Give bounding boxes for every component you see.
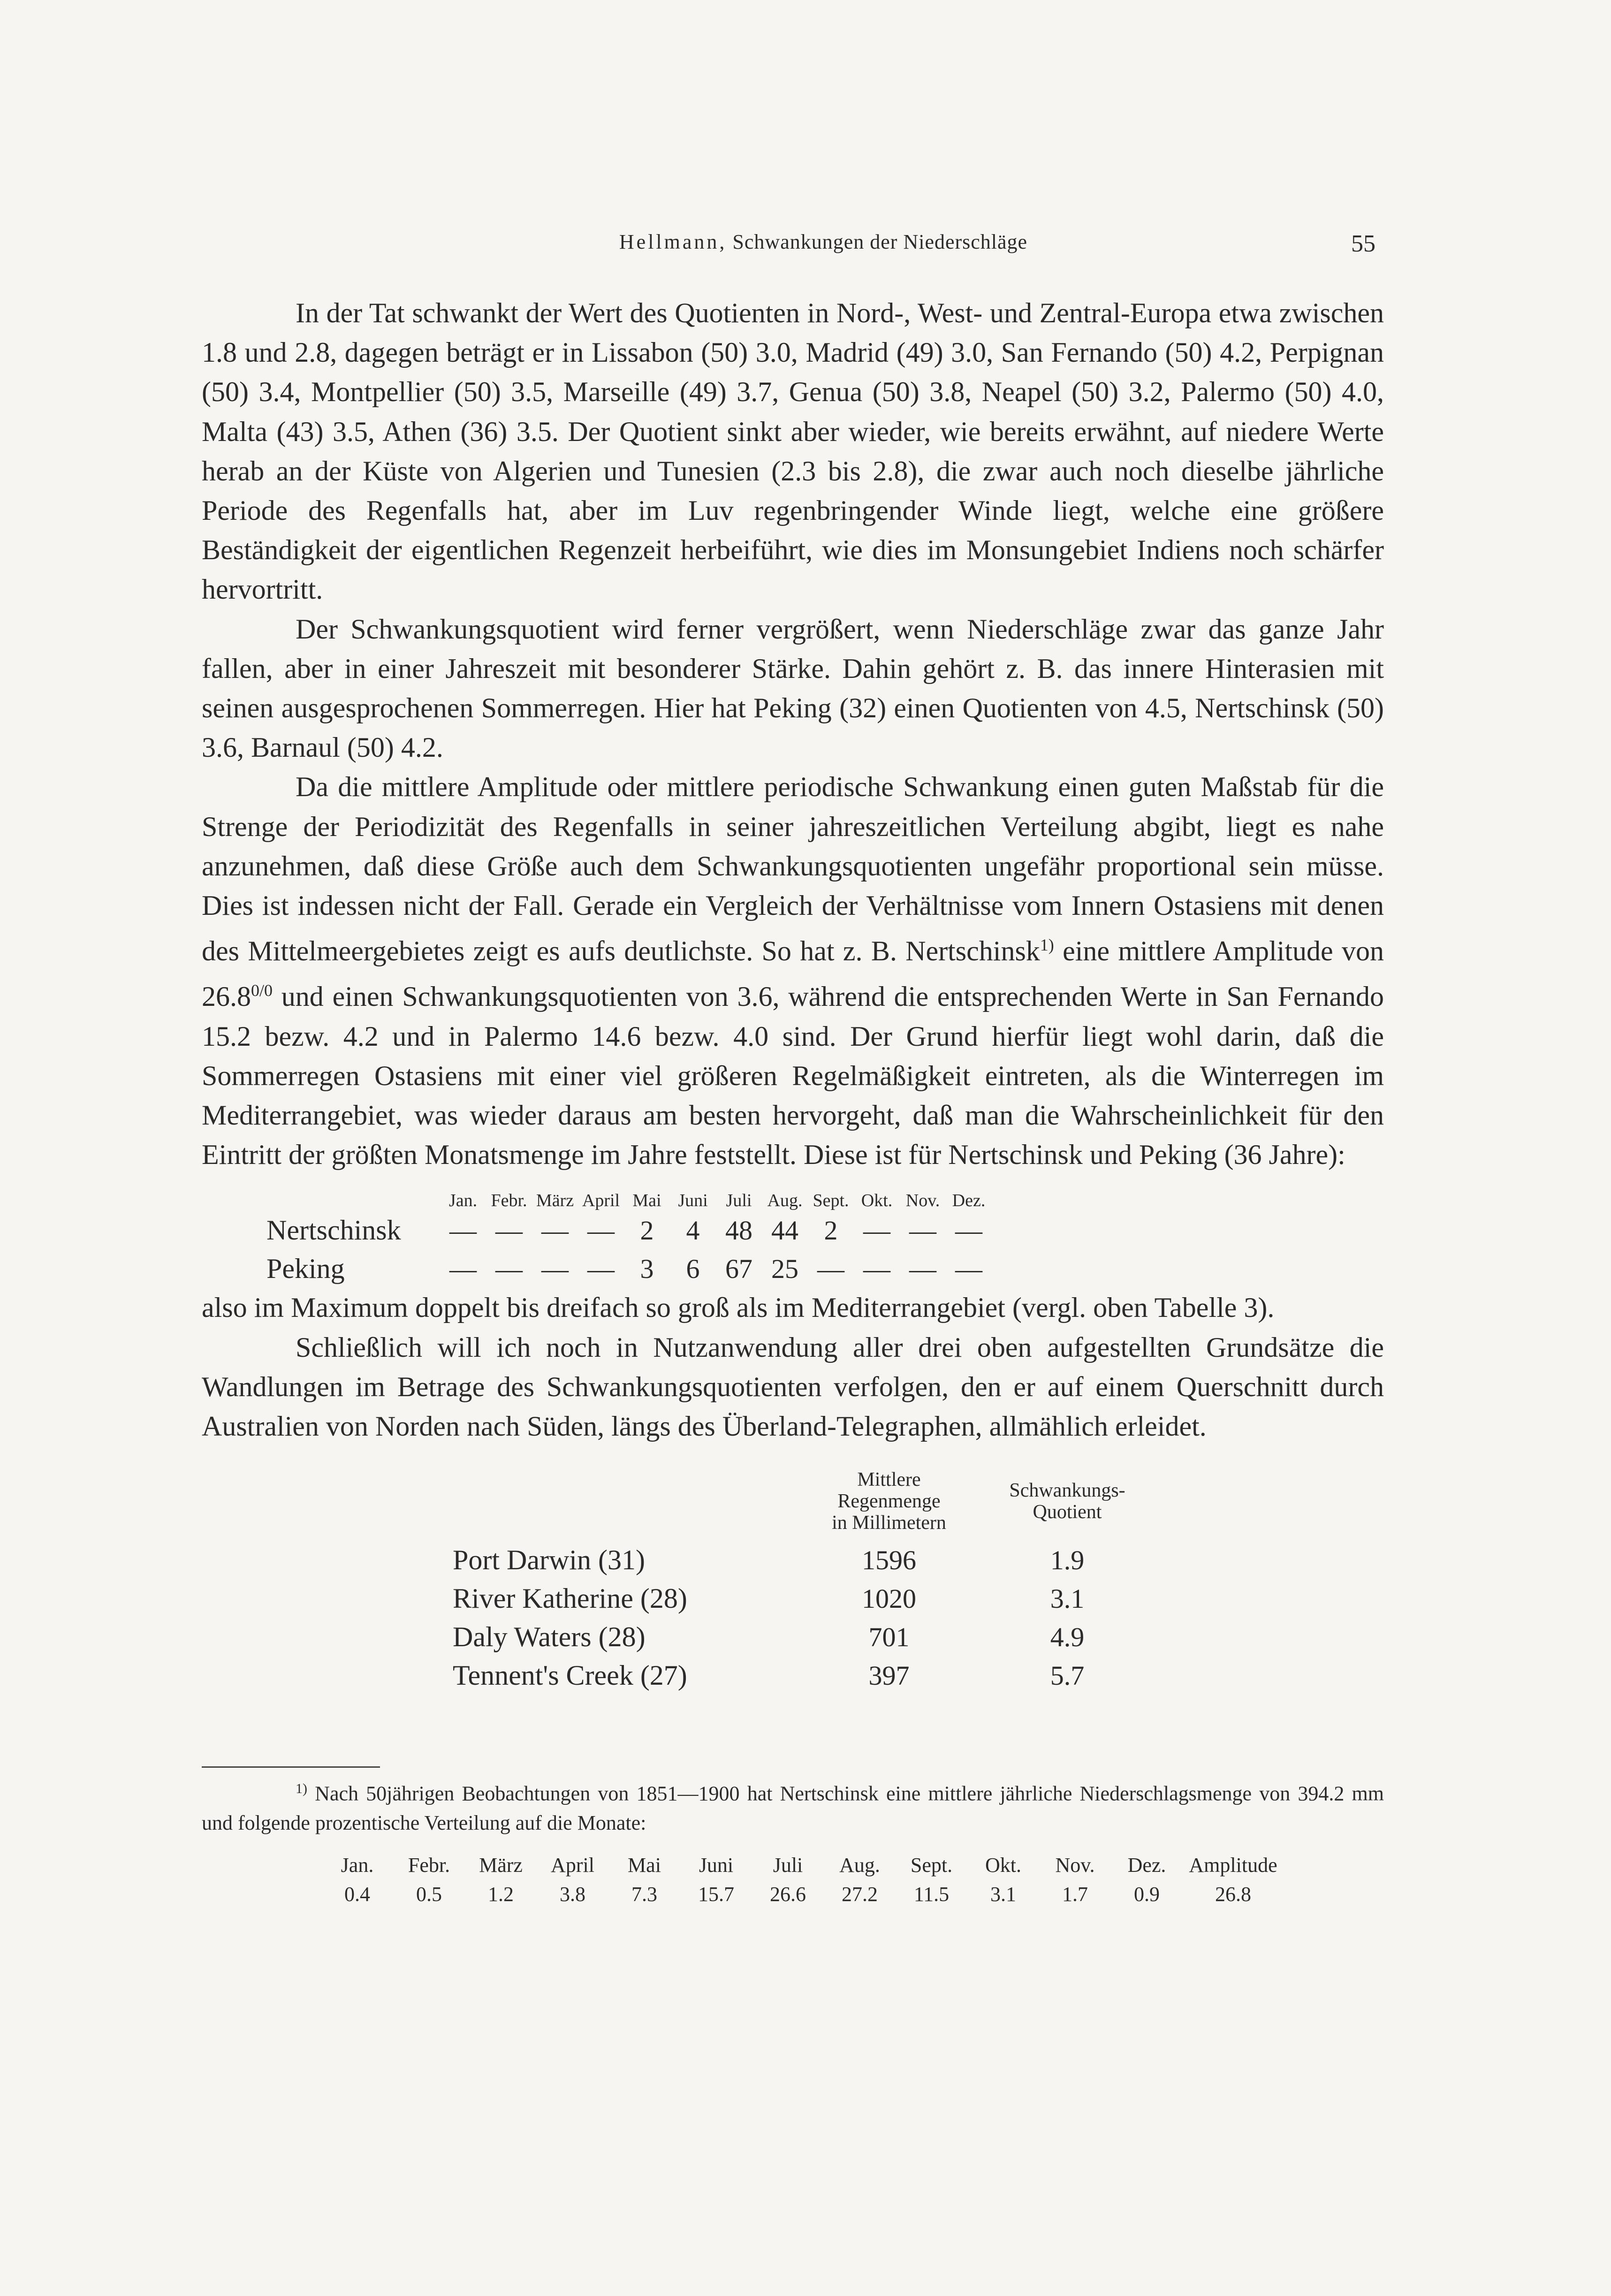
paragraph-4: also im Maximum doppelt bis dreifach so groß als im Mediterrangebiet (vergl. oben Tabelle 3). [202, 1292, 1275, 1323]
percent-sign: 0/0 [251, 981, 273, 1000]
quotient-header-line: Quotient [1033, 1501, 1102, 1523]
table-cell: 48 [725, 1215, 752, 1246]
table-cell: 0.4 [344, 1882, 370, 1906]
month-header: Aug. [839, 1853, 880, 1877]
month-header: Juli [726, 1191, 752, 1211]
month-header: Nov. [905, 1191, 940, 1211]
month-header: Okt. [861, 1191, 893, 1211]
table-cell: 11.5 [913, 1882, 950, 1906]
table-cell: 3.8 [560, 1882, 585, 1906]
table-cell: 0.9 [1134, 1882, 1160, 1906]
amplitude-value: 26.8 [1215, 1882, 1251, 1906]
paragraph-3-part-c: und einen Schwankungsquotienten von 3.6, während die entsprechenden Werte in San Fernando 15.2 bezw. 4.2 und in Palermo 14.6 bezw. 4.0 sind. Der Grund hierfür liegt wohl darin, daß die Sommerregen Ostasiens mit einer viel größeren Regelmäßigkeit eintreten, als die Winterregen im Mediterrangebiet, was wieder daraus am besten hervorgeht, daß man die Wahrscheinlichkeit für den Eintritt der größten Monatsmenge im Jahre feststellt. Diese ist für Nertschinsk und Peking (36 Jahre): [202, 981, 1384, 1171]
footnote [202, 1774, 1384, 1909]
table-cell: 6 [686, 1253, 700, 1284]
footnote-mark: 1) [296, 1781, 307, 1796]
month-header: Juni [678, 1191, 708, 1211]
paragraph-2: Der Schwankungsquotient wird ferner vergrößert, wenn Niederschläge zwar das ganze Jahr fallen, aber in einer Jahreszeit mit besonderer Stärke. Dahin gehört z. B. das innere Hinterasien mit seinen ausgesprochenen Sommerregen. Hier hat Peking (32) einen Quotienten von 4.5, Nertschinsk (50) 3.6, Barnaul (50) 4.2. [202, 613, 1384, 763]
running-head-title: Schwankungen der Niederschläge [732, 230, 1028, 253]
month-header: April [551, 1853, 594, 1877]
page-number: 55 [1351, 230, 1375, 257]
footnote-body: Nach 50jährigen Beobachtungen von 1851—1900 hat Nertschinsk eine mittlere jährliche Niederschlagsmenge von 394.2 mm und folgende prozentische Verteilung auf die Monate: [202, 1782, 1384, 1834]
station-name: Tennent's Creek (27) [453, 1659, 687, 1691]
station-label: Nertschinsk [266, 1214, 401, 1246]
table-cell: — [449, 1253, 477, 1284]
quotient-value: 3.1 [1050, 1583, 1085, 1614]
quotient-value: 1.9 [1050, 1544, 1085, 1575]
table-cell: 67 [725, 1253, 752, 1284]
month-header: Juni [699, 1853, 734, 1877]
table-cell: — [495, 1215, 523, 1246]
table-cell: 0.5 [416, 1882, 442, 1906]
footnote-divider [202, 1766, 380, 1768]
table-cell: 15.7 [698, 1882, 734, 1906]
station-name: Daly Waters (28) [453, 1621, 646, 1652]
paragraph-3-part-b: eine mittlere Amplitude von 26.8 [202, 935, 1384, 1012]
amplitude-header: Amplitude [1189, 1853, 1277, 1877]
month-header: Dez. [952, 1191, 986, 1211]
month-header: März [479, 1853, 523, 1877]
rain-header-line: in Millimetern [832, 1512, 946, 1534]
table-cell: 4 [686, 1215, 700, 1246]
month-header: Dez. [1127, 1853, 1166, 1877]
rain-header-line: Mittlere [857, 1469, 921, 1491]
table-cell: — [909, 1253, 936, 1284]
station-name: River Katherine (28) [453, 1582, 687, 1614]
table-cell: — [449, 1215, 477, 1246]
table-row [202, 1618, 1384, 1656]
table-cell: 2 [824, 1215, 838, 1246]
running-head-author: Hellmann, [619, 230, 727, 253]
month-header: April [582, 1191, 620, 1211]
body-text [202, 293, 1384, 1695]
quotient-value: 4.9 [1050, 1621, 1085, 1652]
month-header: Okt. [985, 1853, 1021, 1877]
month-header: Sept. [910, 1853, 953, 1877]
rain-value: 701 [868, 1621, 910, 1652]
footnote-distribution-table [321, 1851, 1384, 1909]
table-cell: — [909, 1215, 936, 1246]
table-cell: — [863, 1253, 890, 1284]
footnote-reference: 1) [1040, 935, 1054, 955]
table-cell: 3.1 [990, 1882, 1016, 1906]
month-header: Jan. [448, 1191, 478, 1211]
rain-value: 1020 [862, 1583, 916, 1614]
table-cell: — [541, 1253, 569, 1284]
max-month-table-header [202, 1185, 1384, 1211]
table-cell: — [495, 1253, 523, 1284]
month-header: Mai [628, 1853, 661, 1877]
paragraph-3-part-a: Da die mittlere Amplitude oder mittlere periodische Schwankung einen guten Maßstab für die Strenge der Periodizität des Regenfalls in seiner jahreszeitlichen Verteilung abgibt, liegt es nahe anzunehmen, daß diese Größe auch dem Schwankungsquotienten ungefähr proportional sein müsse. Dies ist indessen nicht der Fall. Gerade ein Vergleich der Verhältnisse vom Innern Ostasiens mit denen des Mittelmeergebietes zeigt es aufs deutlichste. So hat z. B. Nertschinsk [202, 771, 1384, 967]
table-row [202, 1249, 1384, 1288]
footnote-table-header [321, 1851, 1384, 1880]
paragraph-1: In der Tat schwankt der Wert des Quotienten in Nord-, West- und Zentral-Europa etwa zwischen 1.8 und 2.8, dagegen beträgt er in Lissabon (50) 3.0, Madrid (49) 3.0, San Fernando (50) 4.2, Perpignan (50) 3.4, Montpellier (50) 3.5, Marseille (49) 3.7, Genua (50) 3.8, Neapel (50) 3.2, Palermo (50) 4.0, Malta (43) 3.5, Athen (36) 3.5. Der Quotient sinkt aber wieder, wie bereits erwähnt, auf niedere Werte herab an der Küste von Algerien und Tunesien (2.3 bis 2.8), die zwar auch noch dieselbe jährliche Periode des Regenfalls hat, aber im Luv regenbringender Winde liegt, welche eine größere Beständigkeit der eigentlichen Regenzeit herbeiführt, wie dies im Monsungebiet Indiens noch schärfer hervortritt. [202, 297, 1384, 605]
table-row [202, 1211, 1384, 1249]
quotient-header-line: Schwankungs- [1009, 1480, 1125, 1502]
month-header: Mai [632, 1191, 661, 1211]
footnote-table-values [321, 1880, 1384, 1909]
australia-station-table [202, 1462, 1384, 1695]
table-cell: 7.3 [631, 1882, 657, 1906]
month-header: Febr. [408, 1853, 450, 1877]
table-cell: — [541, 1215, 569, 1246]
table-cell: — [587, 1253, 615, 1284]
paragraph-5: Schließlich will ich noch in Nutzanwendung aller drei oben aufgestellten Grundsätze die Wandlungen im Betrage des Schwankungsquotienten verfolgen, den er auf einem Querschnitt durch Australien von Norden nach Süden, längs des Überland-Telegraphen, allmählich erleidet. [202, 1331, 1384, 1442]
max-month-table [202, 1185, 1384, 1288]
table-cell: 3 [640, 1253, 654, 1284]
table-row [202, 1541, 1384, 1579]
rain-header-line: Regenmenge [837, 1490, 941, 1513]
table-cell: 1.7 [1062, 1882, 1088, 1906]
paragraph-3 [202, 767, 1384, 1174]
table-cell: 27.2 [842, 1882, 878, 1906]
station-label: Peking [266, 1253, 345, 1284]
rain-value: 1596 [862, 1544, 916, 1575]
rain-value: 397 [868, 1660, 910, 1691]
quotient-value: 5.7 [1050, 1660, 1085, 1691]
table-cell: 2 [640, 1215, 654, 1246]
station-table-header [202, 1462, 1384, 1541]
table-cell: 25 [771, 1253, 798, 1284]
month-header: Febr. [491, 1191, 527, 1211]
table-cell: — [817, 1253, 844, 1284]
table-cell: 44 [771, 1215, 798, 1246]
rain-column-header [812, 1469, 966, 1534]
quotient-column-header [966, 1480, 1168, 1523]
month-header: Nov. [1055, 1853, 1095, 1877]
table-cell: — [955, 1253, 982, 1284]
table-row [202, 1579, 1384, 1618]
table-cell: — [955, 1215, 982, 1246]
table-cell: — [863, 1215, 890, 1246]
month-header: Aug. [767, 1191, 803, 1211]
table-cell: — [587, 1215, 615, 1246]
month-header: Jan. [341, 1853, 374, 1877]
table-cell: 26.6 [770, 1882, 806, 1906]
table-cell: 1.2 [488, 1882, 514, 1906]
station-name: Port Darwin (31) [453, 1544, 645, 1575]
footnote-text [202, 1774, 1384, 1838]
month-header: Sept. [813, 1191, 849, 1211]
running-head [577, 230, 1070, 254]
month-header: März [536, 1191, 574, 1211]
table-row [202, 1656, 1384, 1695]
month-header: Juli [773, 1853, 803, 1877]
